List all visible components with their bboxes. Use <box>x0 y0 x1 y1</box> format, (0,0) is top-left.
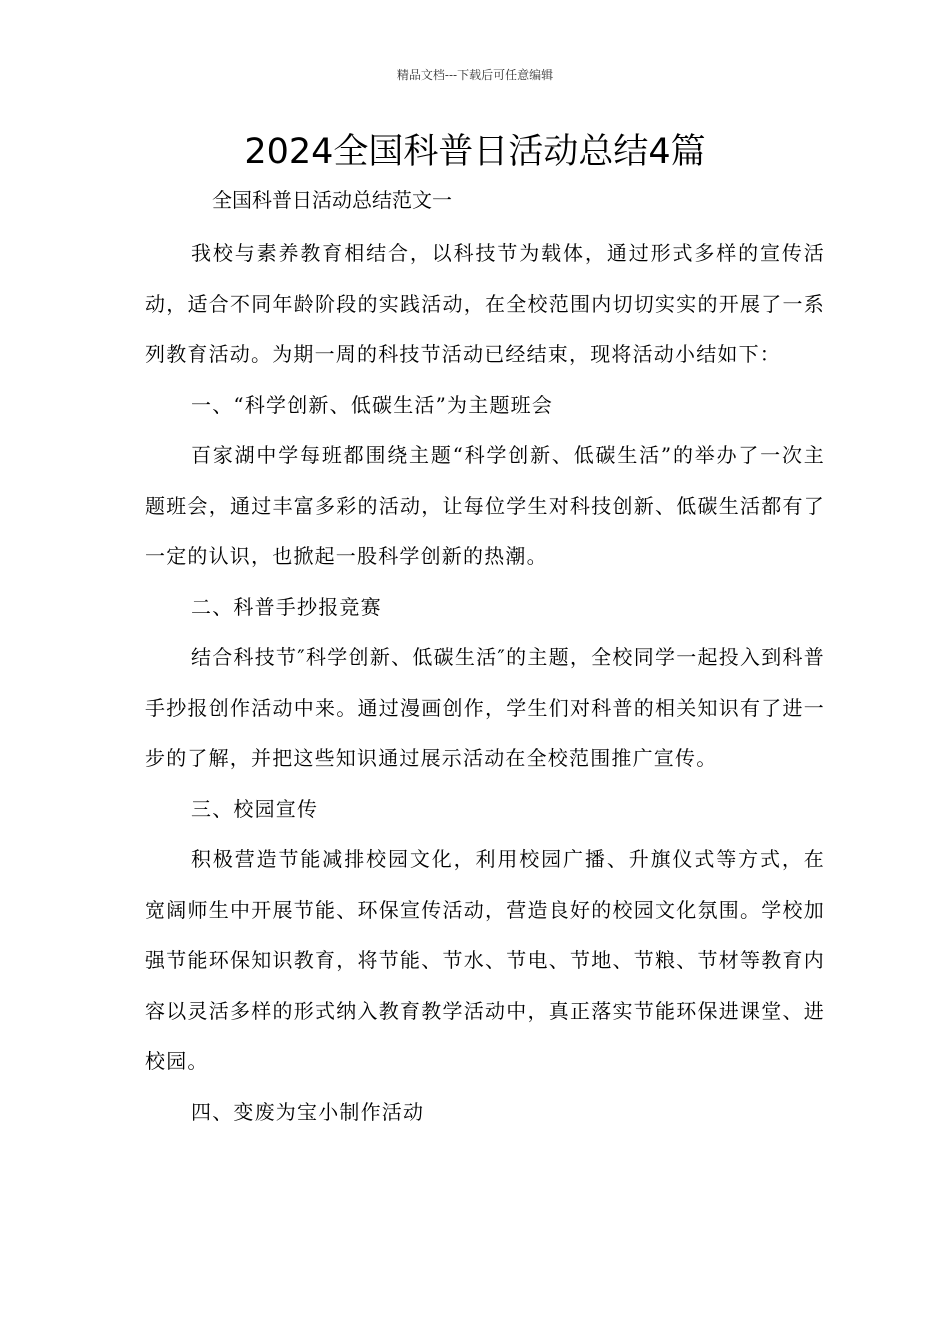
paragraph-section-3: 积极营造节能减排校园文化，利用校园广播、升旗仪式等方式，在宽阔师生中开展节能、环保宣传活动，营造良好的校园文化氛围。学校加强节能环保知识教育，将节能、节水、节电、节地、节粮、节材等教育内容以灵活多样的形式纳入教育教学活动中，真正落实节能环保进课堂、进校园。 <box>145 847 825 1073</box>
section-heading-3: 三、校园宣传 <box>191 796 319 821</box>
header-note: 精品文档---下载后可任意编辑 <box>396 68 554 82</box>
section-heading-2: 二、科普手抄报竞赛 <box>191 594 382 619</box>
document-subtitle: 全国科普日活动总结范文一 <box>212 188 452 212</box>
paragraph-section-2: 结合科技节″科学创新、低碳生活″的主题，全校同学一起投入到科普手抄报创作活动中来。通过漫画创作，学生们对科普的相关知识有了进一步的了解，并把这些知识通过展示活动在全校范围推广宣传。 <box>145 645 825 770</box>
document-body <box>145 228 825 1137</box>
section-heading-1: 一、“科学创新、低碳生活”为主题班会 <box>191 392 554 417</box>
paragraph-intro: 我校与素养教育相结合，以科技节为载体，通过形式多样的宣传活动，适合不同年龄阶段的实践活动，在全校范围内切切实实的开展了一系列教育活动。为期一周的科技节活动已经结束，现将活动小结如下： <box>145 241 825 366</box>
paragraph-section-1: 百家湖中学每班都围绕主题“科学创新、低碳生活”的举办了一次主题班会，通过丰富多彩的活动，让每位学生对科技创新、低碳生活都有了一定的认识，也掀起一股科学创新的热潮。 <box>145 443 825 568</box>
document-title: 2024全国科普日活动总结4篇 <box>244 132 706 172</box>
section-heading-4: 四、变废为宝小制作活动 <box>191 1099 425 1124</box>
